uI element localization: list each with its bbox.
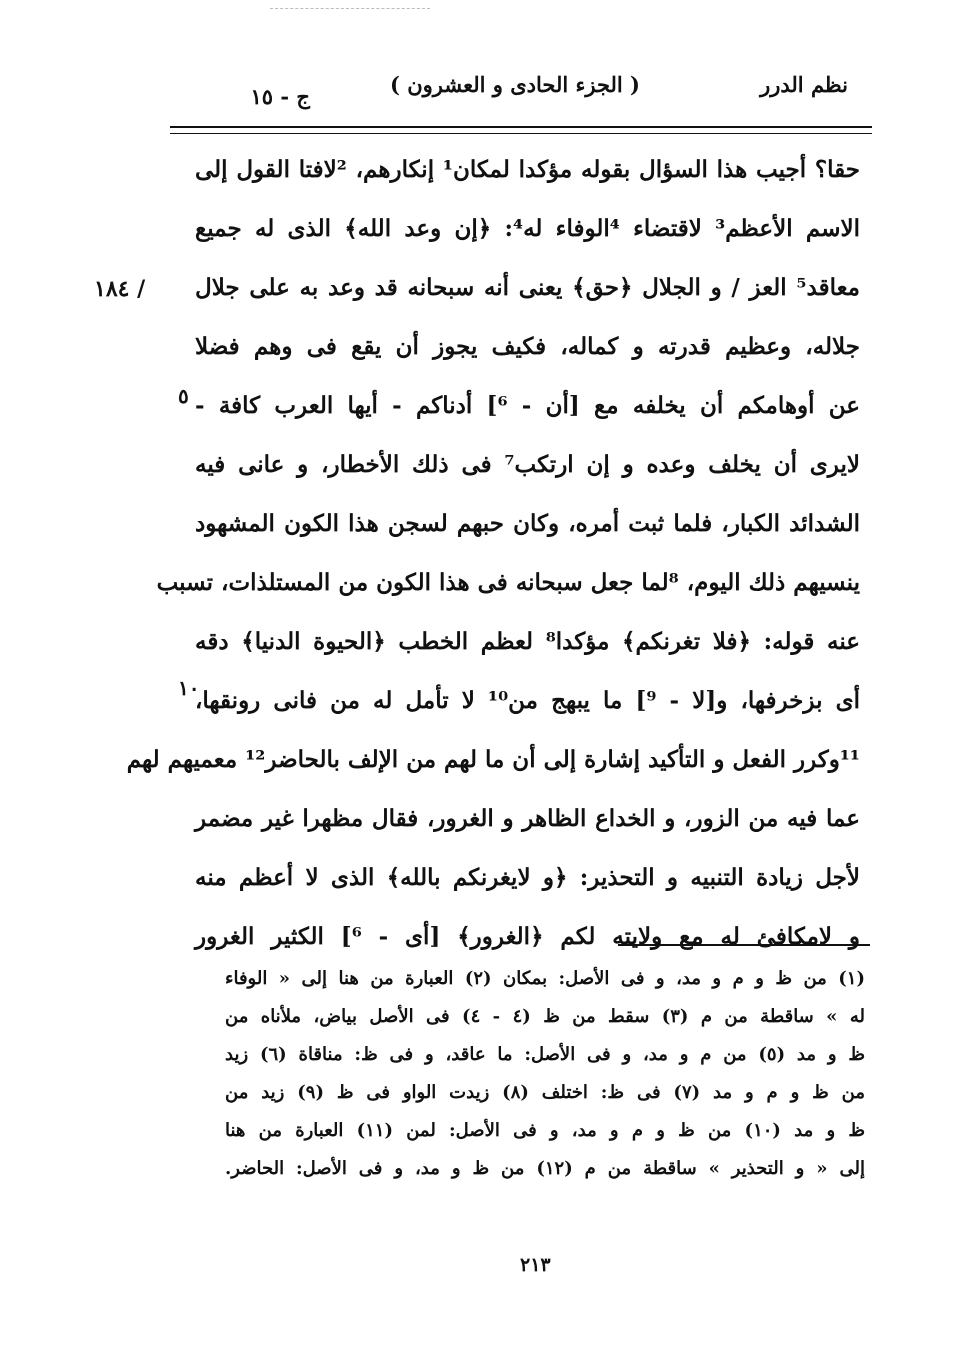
line-number-10: ١٠: [178, 676, 200, 700]
book-title: نظم الدرر: [760, 72, 848, 97]
text-line: ينسيهم ذلك اليوم، ⁸لما جعل سبحانه فى هذا الكون من المستلذات، تسبب: [156, 569, 860, 596]
footnote-line: إلى « و التحذير » ساقطة من م (١٢) من ظ و مد، و فى الأصل: الحاضر.: [225, 1158, 865, 1179]
header-rule-thin: [170, 133, 872, 134]
volume-label: ج - ١٥: [250, 84, 310, 109]
text-line: جلاله، وعظيم قدرته و كماله، فكيف يجوز أن يقع فى وهم فضلا: [195, 333, 860, 360]
header-rule: [170, 126, 872, 128]
line-number-5: ٥: [178, 384, 189, 408]
text-line: لايرى أن يخلف وعده و إن ارتكب⁷ فى ذلك الأخطار، و عانى فيه: [195, 451, 860, 478]
footnote-line: من ظ و م و مد (٧) فى ظ: اختلف (٨) زيدت الواو فى ظ (٩) زيد من: [225, 1082, 866, 1103]
scan-edge-mark: [270, 8, 430, 9]
footnote-line: ظ و مد (٥) من م و مد، و فى الأصل: ما عاقد، و فى ظ: مناقاة (٦) زيد: [225, 1044, 865, 1065]
text-line: معاقد⁵ العز / و الجلال ﴿حق﴾ يعنى أنه سبحانه قد وعد به على جلال: [195, 274, 860, 301]
footnote-line: (١) من ظ و م و مد، و فى الأصل: بمكان (٢) العبارة من هنا إلى « الوفاء: [225, 968, 865, 989]
text-line: حقا؟ أجيب هذا السؤال بقوله مؤكدا لمكان¹ إنكارهم، ²لافتا القول إلى: [195, 156, 860, 183]
text-line: الاسم الأعظم³ لاقتضاء ⁴الوفاء له⁴: ﴿إن وعد الله﴾ الذى له جميع: [195, 215, 860, 242]
text-line: ¹¹وكرر الفعل و التأكيد إشارة إلى أن ما لهم من الإلف بالحاضر¹² معميهم لهم: [126, 746, 860, 773]
text-line: عن أوهامكم أن يخلفه مع [أن - ⁶] أدناكم - أيها العرب كافة -: [195, 392, 860, 419]
text-line: أى بزخرفها، و[لا - ⁹] ما يبهج من¹⁰ لا تأمل له من فانى رونقها،: [195, 687, 860, 714]
footnote-line: ظ و مد (١٠) من ظ و م و مد، و فى الأصل: لمن (١١) العبارة من هنا: [225, 1120, 866, 1141]
running-header: [170, 70, 870, 120]
footnote-line: له » ساقطة من م (٣) سقط من ظ (٤ - ٤) فى الأصل بياض، ملأناه من: [225, 1006, 865, 1027]
text-line: عنه قوله: ﴿فلا تغرنكم﴾ مؤكدا⁸ لعظم الخطب ﴿الحيوة الدنيا﴾ دقه: [195, 628, 860, 655]
text-line: لأجل زيادة التنبيه و التحذير: ﴿و لايغرنكم بالله﴾ الذى لا أعظم منه: [195, 864, 860, 891]
text-line: الشدائد الكبار، فلما ثبت أمره، وكان حبهم لسجن هذا الكون المشهود: [195, 510, 860, 537]
manuscript-page-ref: / ١٨٤: [94, 276, 146, 302]
text-line: و لامكافئ له مع ولايته لكم ﴿الغرور﴾ [أى - ⁶] الكثير الغرور: [195, 923, 860, 950]
footnote-separator: [618, 944, 870, 946]
text-line: عما فيه من الزور، و الخداع الظاهر و الغرور، فقال مظهرا غير مضمر: [195, 805, 860, 832]
footnotes: [225, 960, 865, 1188]
part-title: ( الجزء الحادى و العشرون ): [389, 72, 640, 97]
page-number: ٢١٣: [520, 1254, 551, 1276]
